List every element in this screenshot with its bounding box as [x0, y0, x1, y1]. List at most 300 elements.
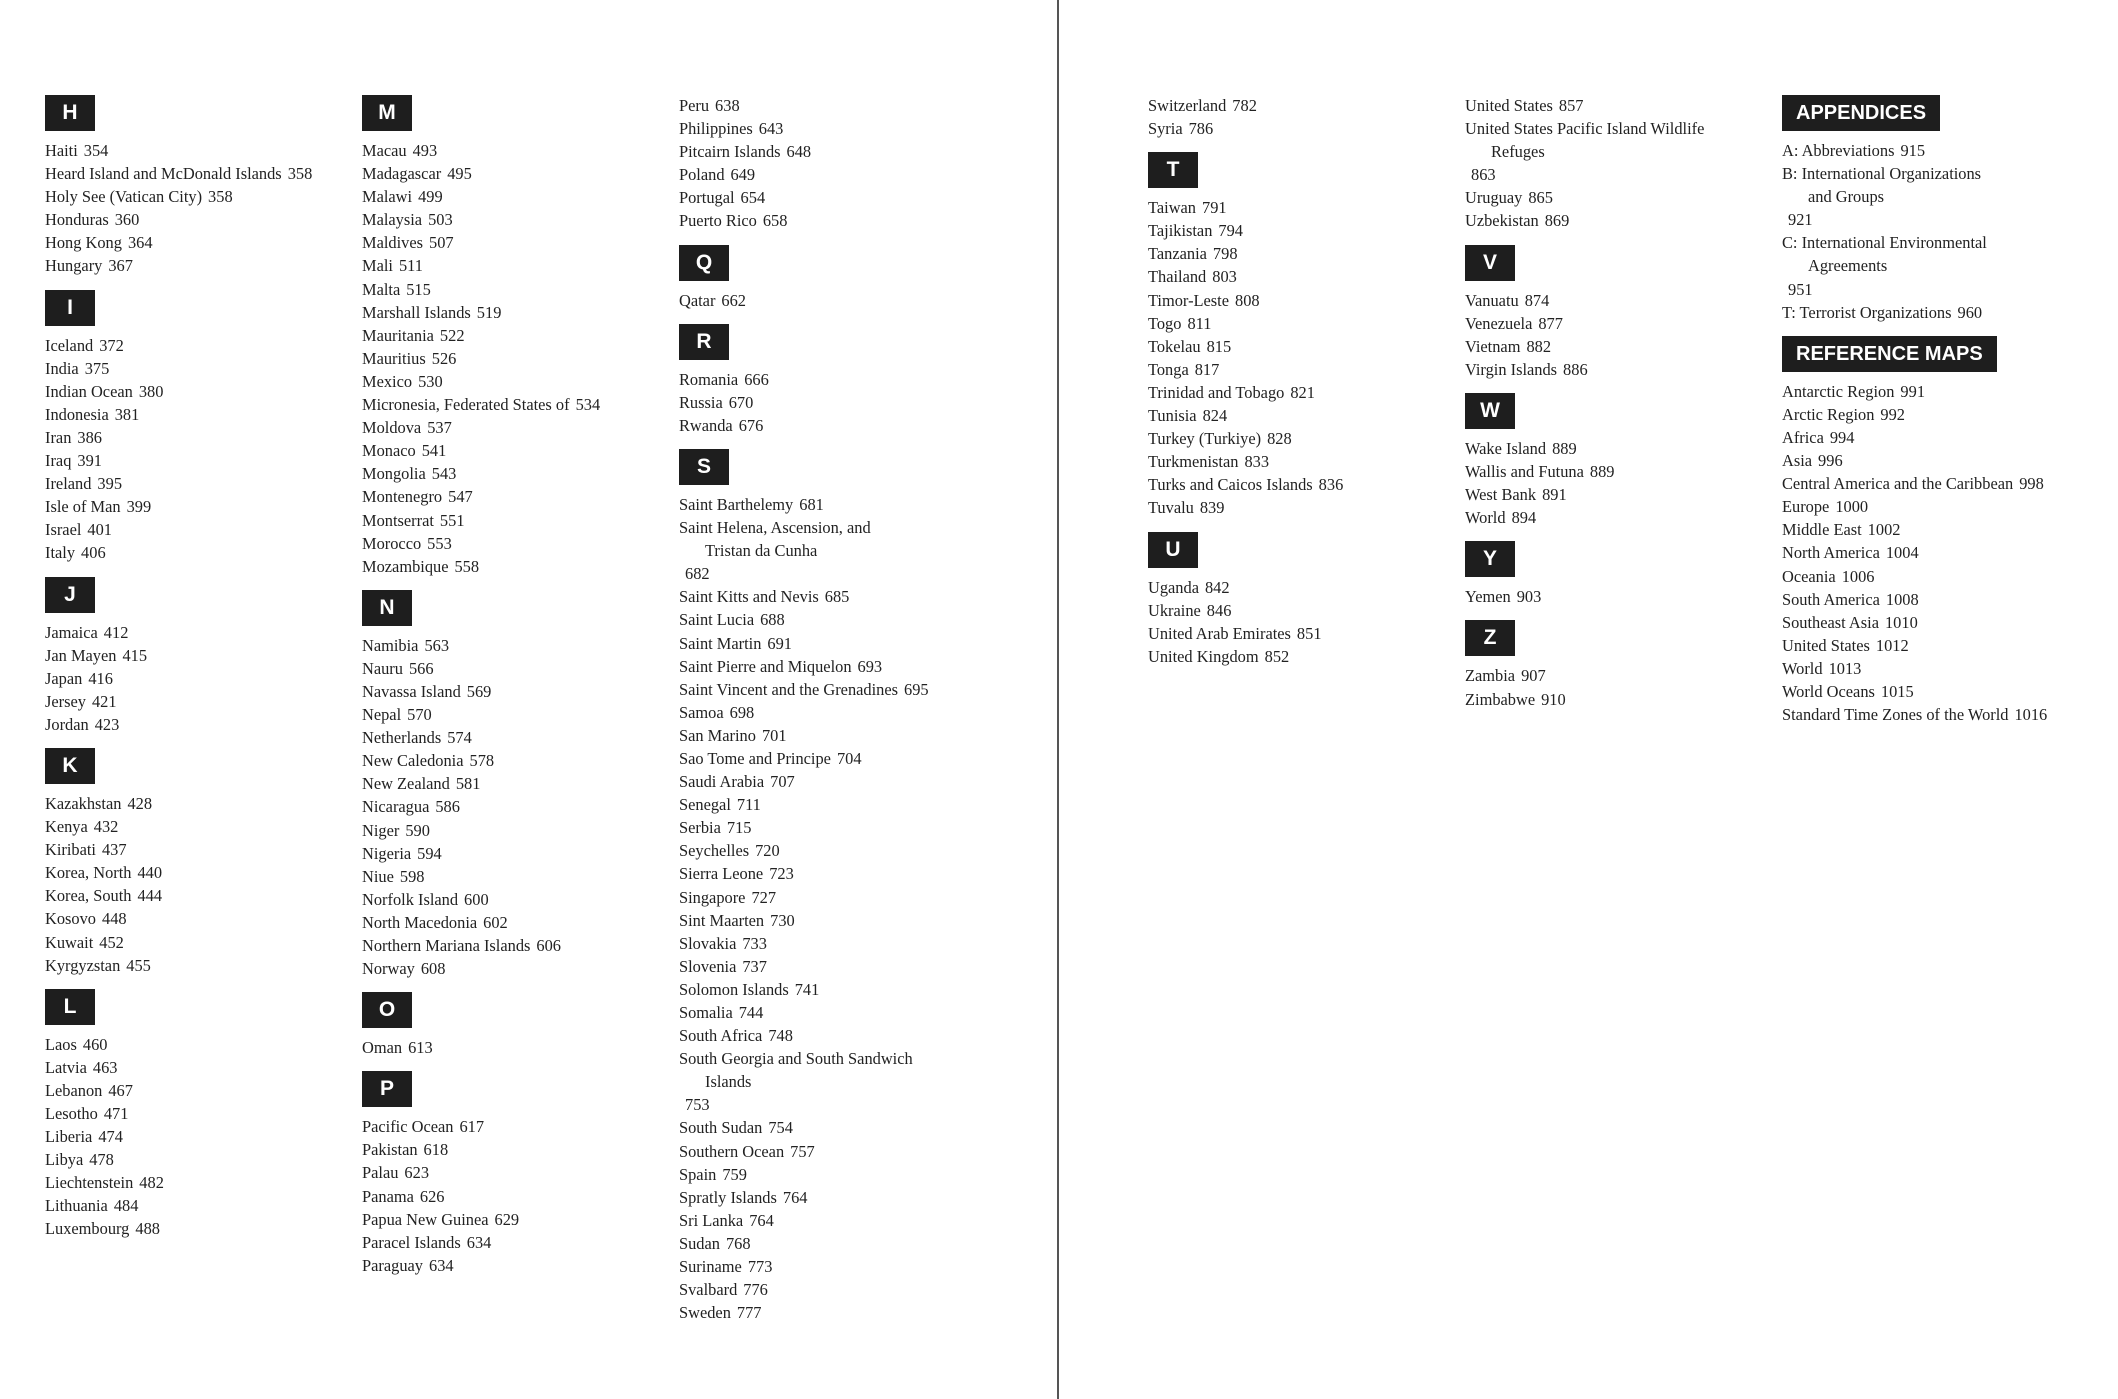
entry-name: [679, 772, 770, 791]
index-entry[interactable]: [362, 324, 654, 347]
index-entry[interactable]: [1782, 611, 2074, 634]
entry-page-number: 658: [762, 211, 788, 231]
entry-page-number: 874: [1524, 290, 1550, 310]
index-entry[interactable]: [362, 1231, 654, 1254]
entry-name: [362, 141, 413, 160]
index-entry[interactable]: [45, 1033, 337, 1056]
index-entry[interactable]: [679, 414, 971, 437]
entry-name: [1782, 705, 2014, 724]
index-entry[interactable]: [1465, 335, 1757, 358]
index-entry[interactable]: [1465, 664, 1757, 687]
index-entry[interactable]: [679, 1001, 971, 1024]
index-entry[interactable]: [1782, 518, 2074, 541]
entry-name-text: Trinidad and Tobago: [1148, 382, 1285, 402]
index-entry[interactable]: [679, 932, 971, 955]
entry-page-number: 808: [1235, 290, 1260, 310]
entry-page-number: 406: [81, 543, 106, 563]
index-entry[interactable]: [679, 140, 971, 163]
entry-name: [45, 956, 126, 975]
index-entry[interactable]: [1465, 358, 1757, 381]
entry-name: [45, 1081, 108, 1100]
index-entry[interactable]: [679, 793, 971, 816]
index-entry[interactable]: [362, 278, 654, 301]
entry-name-text: Solomon Islands: [679, 979, 789, 999]
entry-name: [45, 1173, 139, 1192]
entry-page-number: 753: [685, 1095, 710, 1115]
index-entry[interactable]: [45, 1056, 337, 1079]
index-entry[interactable]: [362, 393, 654, 416]
entry-name: [362, 1187, 420, 1206]
index-entry[interactable]: [1148, 576, 1440, 599]
index-entry[interactable]: [362, 231, 654, 254]
index-entry[interactable]: [1148, 381, 1440, 404]
entry-page-number: 715: [726, 818, 752, 838]
index-entry[interactable]: [1782, 231, 2074, 300]
index-entry[interactable]: [1148, 645, 1440, 668]
index-entry[interactable]: [45, 426, 337, 449]
section-heading: [45, 736, 337, 792]
entry-page-number: 776: [743, 1280, 768, 1300]
index-entry[interactable]: [362, 139, 654, 162]
index-entry[interactable]: [679, 1209, 971, 1232]
entry-page-number: 602: [483, 912, 508, 932]
section-heading: [1465, 233, 1757, 289]
index-entry[interactable]: [362, 416, 654, 439]
entry-name: [1148, 267, 1212, 286]
entry-name-text: Netherlands: [362, 728, 442, 748]
index-entry[interactable]: [362, 462, 654, 485]
index-entry[interactable]: [362, 934, 654, 957]
entry-name-continuation: Islands: [705, 1072, 752, 1092]
entry-name-text: Marshall Islands: [362, 302, 471, 322]
entry-name-text: Kosovo: [45, 909, 96, 929]
entry-name-text: Southern Ocean: [679, 1141, 785, 1161]
entry-name: [362, 511, 440, 530]
index-entry[interactable]: [362, 370, 654, 393]
index-entry[interactable]: [45, 931, 337, 954]
index-entry[interactable]: [1465, 437, 1757, 460]
index-entry[interactable]: [679, 585, 971, 608]
entry-name: [45, 886, 138, 905]
entry-name-text: Haiti: [45, 141, 78, 160]
entry-page-number: 815: [1206, 336, 1232, 356]
index-entry[interactable]: [1782, 680, 2074, 703]
index-entry[interactable]: [679, 1047, 971, 1116]
index-entry[interactable]: [1782, 426, 2074, 449]
index-entry[interactable]: [1148, 242, 1440, 265]
index-entry[interactable]: [45, 884, 337, 907]
index-entry[interactable]: [362, 1161, 654, 1184]
index-entry[interactable]: [362, 1036, 654, 1059]
index-entry[interactable]: [1782, 403, 2074, 426]
index-entry[interactable]: [679, 909, 971, 932]
index-entry[interactable]: [679, 391, 971, 414]
index-entry[interactable]: [362, 911, 654, 934]
index-column-4: [1148, 94, 1440, 668]
index-entry[interactable]: [362, 1115, 654, 1138]
index-entry[interactable]: [1465, 186, 1757, 209]
index-entry[interactable]: [679, 678, 971, 701]
index-entry[interactable]: [1465, 688, 1757, 711]
index-entry[interactable]: [679, 724, 971, 747]
entry-name-text: Switzerland: [1148, 96, 1227, 115]
index-entry[interactable]: [1782, 588, 2074, 611]
entry-name-text: Taiwan: [1148, 198, 1197, 218]
index-entry[interactable]: [1465, 506, 1757, 529]
index-entry[interactable]: [1465, 460, 1757, 483]
entry-page-number: 581: [455, 774, 481, 794]
entry-name: [362, 1163, 404, 1182]
index-entry[interactable]: [679, 94, 971, 117]
entry-name: [45, 794, 127, 813]
index-entry[interactable]: [679, 368, 971, 391]
entry-name: [362, 774, 456, 793]
index-entry[interactable]: [679, 839, 971, 862]
index-entry[interactable]: [1782, 495, 2074, 518]
entry-page-number: 563: [424, 635, 450, 655]
entry-page-number: 574: [447, 728, 472, 748]
index-entry[interactable]: [679, 655, 971, 678]
entry-page-number: 444: [137, 886, 163, 906]
index-entry[interactable]: [45, 449, 337, 472]
entry-name: [45, 909, 102, 928]
section-heading: [362, 94, 654, 139]
index-entry[interactable]: [45, 1125, 337, 1148]
index-entry[interactable]: [362, 532, 654, 555]
entry-name: [1148, 498, 1200, 517]
index-entry[interactable]: [679, 1140, 971, 1163]
index-entry[interactable]: [679, 632, 971, 655]
entry-name-text: Poland: [679, 165, 725, 185]
entry-page-number: 381: [114, 404, 140, 424]
index-entry[interactable]: [362, 680, 654, 703]
entry-name-text: Middle East: [1782, 520, 1862, 540]
index-entry[interactable]: [45, 139, 337, 162]
index-entry[interactable]: [45, 815, 337, 838]
section-heading: [679, 233, 971, 289]
entry-name: [362, 705, 407, 724]
index-entry[interactable]: [679, 1186, 971, 1209]
entry-name-text: Virgin Islands: [1465, 359, 1558, 379]
index-entry[interactable]: [1148, 496, 1440, 519]
index-entry[interactable]: [45, 1194, 337, 1217]
index-entry[interactable]: [45, 1171, 337, 1194]
entry-name-text: Sierra Leone: [679, 864, 764, 884]
index-entry[interactable]: [362, 1254, 654, 1277]
index-column-2: [362, 94, 654, 1277]
index-entry[interactable]: [679, 117, 971, 140]
index-entry[interactable]: [1782, 139, 2074, 162]
index-entry[interactable]: [1148, 94, 1440, 117]
index-entry[interactable]: [1148, 117, 1440, 140]
index-entry[interactable]: [679, 493, 971, 516]
section-letter-badge: S: [679, 449, 729, 485]
index-entry[interactable]: [679, 701, 971, 724]
index-entry[interactable]: [1148, 404, 1440, 427]
index-entry[interactable]: [679, 886, 971, 909]
entry-name: [45, 692, 92, 711]
entry-name-text: Norway: [362, 959, 415, 979]
entry-name-text: Yemen: [1465, 587, 1511, 607]
index-entry[interactable]: [362, 795, 654, 818]
index-entry[interactable]: [679, 816, 971, 839]
index-entry[interactable]: [679, 209, 971, 232]
entry-name: [362, 534, 427, 553]
index-entry[interactable]: [45, 495, 337, 518]
index-entry[interactable]: [679, 1163, 971, 1186]
index-entry[interactable]: [45, 907, 337, 930]
index-entry[interactable]: [362, 726, 654, 749]
entry-page-number: 423: [94, 714, 120, 734]
entry-page-number: 437: [101, 840, 127, 860]
index-entry[interactable]: [362, 1208, 654, 1231]
index-entry[interactable]: [362, 185, 654, 208]
index-entry[interactable]: [362, 749, 654, 772]
entry-name-text: United Kingdom: [1148, 646, 1259, 666]
entry-page-number: 1015: [1880, 681, 1914, 701]
index-entry[interactable]: [1148, 289, 1440, 312]
index-entry[interactable]: [679, 186, 971, 209]
index-entry[interactable]: [679, 1301, 971, 1324]
index-entry[interactable]: [362, 509, 654, 532]
index-entry[interactable]: [1465, 289, 1757, 312]
index-entry[interactable]: [1465, 312, 1757, 335]
entry-name: [1148, 647, 1265, 666]
index-entry[interactable]: [45, 472, 337, 495]
index-entry[interactable]: [1782, 301, 2074, 324]
index-entry[interactable]: [679, 770, 971, 793]
entry-name-text: United States: [1782, 635, 1870, 655]
index-entry[interactable]: [1465, 94, 1757, 117]
entry-page-number: 586: [435, 797, 460, 817]
index-entry[interactable]: [1782, 449, 2074, 472]
index-entry[interactable]: [1782, 634, 2074, 657]
index-entry[interactable]: [45, 334, 337, 357]
index-entry[interactable]: [679, 955, 971, 978]
index-entry[interactable]: [362, 439, 654, 462]
index-entry[interactable]: [1465, 585, 1757, 608]
section-letter-badge: P: [362, 1071, 412, 1107]
entry-name: [1465, 119, 1757, 184]
index-entry[interactable]: [362, 819, 654, 842]
index-entry[interactable]: [1148, 599, 1440, 622]
entry-name: [1782, 164, 2074, 229]
index-entry[interactable]: [362, 842, 654, 865]
index-entry[interactable]: [45, 1148, 337, 1171]
entry-name: [362, 372, 418, 391]
entry-name-text: Tokelau: [1148, 336, 1201, 356]
index-entry[interactable]: [45, 792, 337, 815]
index-entry[interactable]: [1782, 657, 2074, 680]
index-entry[interactable]: [45, 861, 337, 884]
index-entry[interactable]: [679, 289, 971, 312]
entry-name-text: Papua New Guinea: [362, 1209, 489, 1229]
entry-page-number: 723: [769, 864, 794, 884]
index-entry[interactable]: [362, 208, 654, 231]
entry-name: [45, 1035, 83, 1054]
index-entry[interactable]: [1148, 622, 1440, 645]
index-entry[interactable]: [1148, 335, 1440, 358]
entry-name: [679, 1280, 743, 1299]
entry-name: [45, 382, 139, 401]
index-entry[interactable]: [1148, 358, 1440, 381]
entry-name: [1148, 406, 1203, 425]
entry-name-text: Tanzania: [1148, 244, 1207, 264]
index-entry[interactable]: [45, 838, 337, 861]
entry-page-number: 613: [408, 1038, 433, 1058]
index-entry[interactable]: [45, 1079, 337, 1102]
entry-name: [679, 864, 769, 883]
index-entry[interactable]: [1782, 380, 2074, 403]
entry-name: [1782, 567, 1842, 586]
entry-page-number: 495: [447, 164, 472, 184]
index-entry[interactable]: [362, 888, 654, 911]
index-entry[interactable]: [45, 690, 337, 713]
index-entry[interactable]: [362, 657, 654, 680]
entry-name-text: Spratly Islands: [679, 1187, 777, 1207]
entry-name-text: Honduras: [45, 210, 109, 230]
entry-page-number: 811: [1187, 313, 1212, 333]
index-entry[interactable]: [45, 1217, 337, 1240]
entry-name: [1148, 360, 1195, 379]
entry-page-number: 623: [404, 1163, 430, 1183]
entry-name: [1465, 188, 1528, 207]
index-entry[interactable]: [679, 163, 971, 186]
index-entry[interactable]: [1148, 473, 1440, 496]
index-entry[interactable]: [362, 162, 654, 185]
entry-name-text: World: [1782, 658, 1823, 678]
entry-name-text: Italy: [45, 543, 76, 563]
entry-name: [362, 557, 454, 576]
index-entry[interactable]: [1782, 162, 2074, 231]
entry-name: [45, 863, 137, 882]
entry-page-number: 701: [761, 725, 787, 745]
index-entry[interactable]: [1465, 117, 1757, 186]
entry-name: [362, 728, 447, 747]
index-entry[interactable]: [679, 978, 971, 1001]
index-entry[interactable]: [45, 644, 337, 667]
entry-name-text: Mauritania: [362, 325, 434, 345]
index-entry[interactable]: [45, 185, 337, 208]
index-entry[interactable]: [1782, 541, 2074, 564]
entry-name-text: Tonga: [1148, 359, 1189, 379]
entry-page-number: 711: [736, 795, 761, 815]
index-entry[interactable]: [45, 621, 337, 644]
entry-name-text: World Oceans: [1782, 681, 1875, 701]
entry-name-text: Somalia: [679, 1003, 733, 1022]
entry-page-number: 511: [398, 256, 423, 276]
index-entry[interactable]: [1465, 209, 1757, 232]
entry-name: [45, 817, 94, 836]
index-entry[interactable]: [679, 1255, 971, 1278]
index-entry[interactable]: [1782, 565, 2074, 588]
index-entry[interactable]: [679, 1278, 971, 1301]
index-entry[interactable]: [679, 747, 971, 770]
index-entry[interactable]: [679, 862, 971, 885]
section-letter-badge: N: [362, 590, 412, 626]
entry-name: [679, 1118, 768, 1137]
index-entry[interactable]: [45, 1102, 337, 1125]
index-entry[interactable]: [1148, 265, 1440, 288]
index-entry[interactable]: [362, 634, 654, 657]
entry-name-text: Madagascar: [362, 164, 442, 184]
index-entry[interactable]: [679, 516, 971, 585]
index-entry[interactable]: [362, 555, 654, 578]
entry-page-number: 537: [427, 418, 452, 438]
entry-name: [679, 888, 751, 907]
entry-name: [1782, 428, 1830, 447]
index-entry[interactable]: [679, 1232, 971, 1255]
entry-page-number: 777: [736, 1303, 762, 1323]
index-entry[interactable]: [1465, 483, 1757, 506]
index-entry[interactable]: [362, 772, 654, 795]
entry-name-text: United Arab Emirates: [1148, 623, 1291, 643]
index-entry[interactable]: [45, 380, 337, 403]
index-entry[interactable]: [1148, 450, 1440, 473]
entry-name-text: Antarctic Region: [1782, 381, 1895, 401]
index-entry[interactable]: [1782, 472, 2074, 495]
entry-name-text: Spain: [679, 1164, 717, 1184]
index-entry[interactable]: [1148, 427, 1440, 450]
index-entry[interactable]: [1782, 703, 2074, 726]
index-entry[interactable]: [362, 703, 654, 726]
entry-name: [1465, 337, 1526, 356]
index-entry[interactable]: [45, 667, 337, 690]
index-entry[interactable]: [362, 347, 654, 370]
entry-name: [45, 646, 122, 665]
entry-name: [1148, 198, 1202, 217]
entry-name: [1782, 613, 1885, 632]
index-entry[interactable]: [679, 1116, 971, 1139]
index-entry[interactable]: [1148, 196, 1440, 219]
index-entry[interactable]: [45, 954, 337, 977]
entry-name: [1782, 636, 1876, 655]
index-entry[interactable]: [45, 403, 337, 426]
index-entry[interactable]: [45, 713, 337, 736]
index-entry[interactable]: [362, 485, 654, 508]
index-entry[interactable]: [45, 254, 337, 277]
index-entry[interactable]: [362, 957, 654, 980]
entry-name: [362, 164, 447, 183]
index-entry[interactable]: [45, 162, 337, 185]
entry-name: [362, 303, 477, 322]
index-entry[interactable]: [45, 231, 337, 254]
entry-name-text: Mongolia: [362, 464, 426, 484]
index-entry[interactable]: [679, 608, 971, 631]
index-entry[interactable]: [679, 1024, 971, 1047]
entry-name: [679, 934, 742, 953]
entry-name: [1465, 462, 1590, 481]
index-entry[interactable]: [45, 208, 337, 231]
index-entry[interactable]: [362, 301, 654, 324]
entry-name: [362, 867, 400, 886]
index-entry[interactable]: [45, 518, 337, 541]
index-entry[interactable]: [45, 357, 337, 380]
index-entry[interactable]: [362, 1185, 654, 1208]
entry-name-text: Heard Island and McDonald Islands: [45, 164, 282, 184]
index-entry[interactable]: [362, 865, 654, 888]
entry-page-number: 522: [439, 325, 465, 345]
entry-name: [1782, 405, 1880, 424]
index-entry[interactable]: [45, 541, 337, 564]
index-entry[interactable]: [1148, 312, 1440, 335]
index-entry[interactable]: [362, 254, 654, 277]
entry-page-number: 471: [103, 1104, 129, 1123]
index-entry[interactable]: [362, 1138, 654, 1161]
entry-page-number: 693: [857, 656, 883, 676]
entry-page-number: 401: [87, 520, 112, 540]
index-entry[interactable]: [1148, 219, 1440, 242]
